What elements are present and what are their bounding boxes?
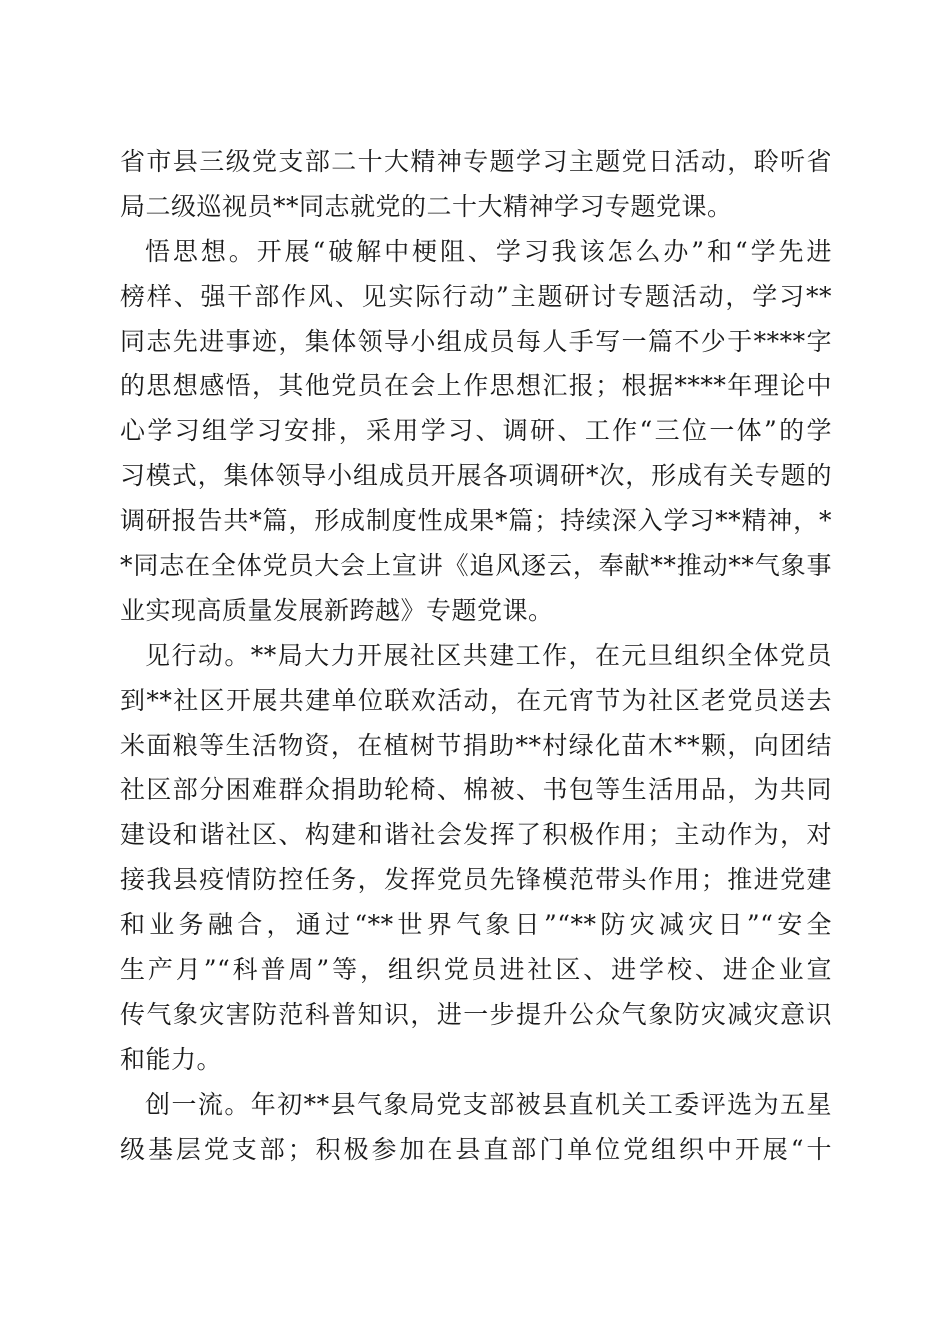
text-line: 局二级巡视员**同志就党的二十大精神学习专题党课。 xyxy=(120,191,733,221)
text-line: 和能力。 xyxy=(120,1044,223,1074)
text-line: 生产月”“科普周”等，组织党员进社区、进学校、进企业宣 xyxy=(120,955,832,985)
text-line: 业实现高质量发展新跨越》专题党课。 xyxy=(120,595,554,625)
text-line: 米面粮等生活物资，在植树节捐助**村绿化苗木**颗，向团结 xyxy=(120,730,832,760)
text-line: 传气象灾害防范科普知识，进一步提升公众气象防灾减灾意识 xyxy=(120,999,832,1029)
text-line: 和业务融合，通过“**世界气象日”“**防灾减灾日”“安全 xyxy=(120,910,832,940)
text-line: 的思想感悟，其他党员在会上作思想汇报；根据****年理论中 xyxy=(120,371,832,401)
text-line: 到**社区开展共建单位联欢活动，在元宵节为社区老党员送去 xyxy=(120,685,832,715)
text-line: 创一流。年初**县气象局党支部被县直机关工委评选为五星 xyxy=(145,1089,832,1119)
text-line: 习模式，集体领导小组成员开展各项调研*次，形成有关专题的 xyxy=(120,461,832,491)
text-line: 同志先进事迹，集体领导小组成员每人手写一篇不少于****字 xyxy=(120,326,832,356)
text-line: 接我县疫情防控任务，发挥党员先锋模范带头作用；推进党建 xyxy=(120,865,832,895)
text-line: 见行动。**局大力开展社区共建工作，在元旦组织全体党员 xyxy=(145,640,832,670)
text-line: 悟思想。开展“破解中梗阻、学习我该怎么办”和“学先进 xyxy=(145,236,832,266)
text-line: 社区部分困难群众捐助轮椅、棉被、书包等生活用品，为共同 xyxy=(120,775,832,805)
text-line: 级基层党支部；积极参加在县直部门单位党组织中开展“十 xyxy=(120,1134,832,1164)
text-line: 榜样、强干部作风、见实际行动”主题研讨专题活动，学习** xyxy=(120,281,832,311)
text-line: 省市县三级党支部二十大精神专题学习主题党日活动，聆听省 xyxy=(120,147,832,176)
text-line: *同志在全体党员大会上宣讲《追风逐云，奉献**推动**气象事 xyxy=(120,551,832,581)
text-line: 调研报告共*篇，形成制度性成果*篇；持续深入学习**精神，* xyxy=(120,506,832,536)
text-line: 建设和谐社区、构建和谐社会发挥了积极作用；主动作为，对 xyxy=(120,820,832,850)
text-line: 心学习组学习安排，采用学习、调研、工作“三位一体”的学 xyxy=(120,416,832,446)
body-text xyxy=(120,140,832,1172)
